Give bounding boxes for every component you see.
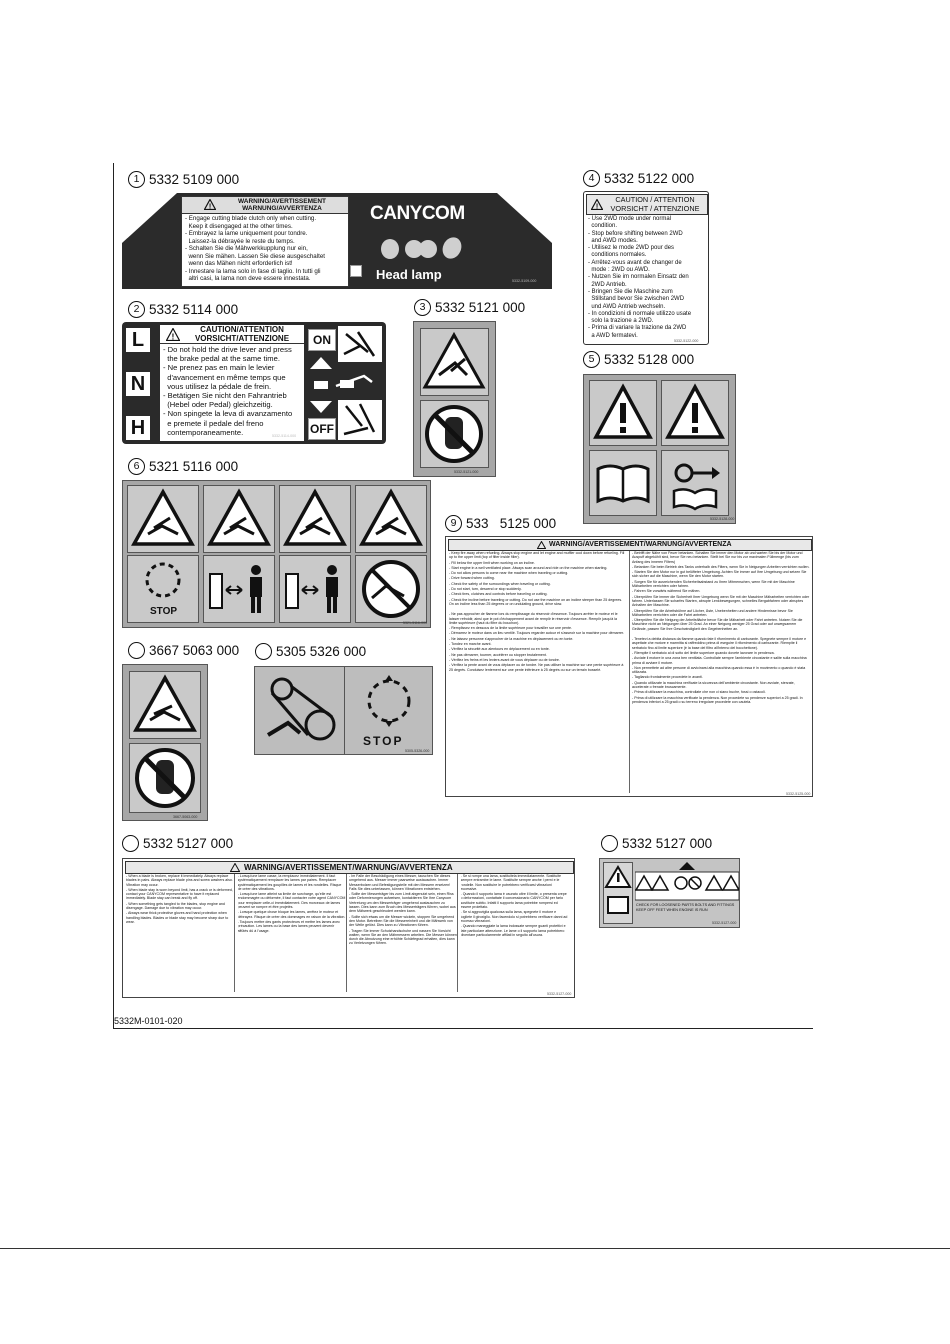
text-line: altri casi, la lama non deve essere innestata.	[185, 275, 311, 282]
text-line: - Prima di variare la trazione da 2WD	[588, 325, 687, 332]
paragraph: - Starten Sie den Motor nur in gut belüfteter Umgebung. Achten Sie immer auf Ihre Umgebung und setzen Sie sich sicher auf die Maschine, wenn Sie den Motor starten.	[632, 570, 807, 579]
decal-9-title: WARNING/AVERTISSEMENT/WARNUNG/AVVERTENZA	[549, 541, 732, 548]
decal-11-text	[636, 903, 739, 913]
paragraph: - Start engine in a well ventilated place. Always scan around and ride on the machine when starting.	[449, 565, 608, 570]
text-line: - Innestare la lama solo in fase di taglio. In tutti gli	[185, 267, 321, 275]
text-line: - In condizioni di normale utilizzo usate	[588, 310, 692, 317]
text-line: Stillstand bevor Sie zwischen 2WD	[588, 296, 685, 303]
text-line: the brake pedal at the same time.	[163, 354, 280, 364]
part-code: 533 5125 000	[466, 516, 557, 531]
decal-8-part-code: 5305-5326-000	[405, 749, 430, 753]
part-label-10	[122, 835, 233, 852]
paragraph: - Vérifiez la pente avant de vous déplacer ou de tondre. Ne pas utiliser la machine sur une pente supérieure à 25 degrés. Conduisez lentement sur une pente inférieure à 25 degrés ou sur un terrain bosselé.	[449, 663, 624, 672]
paragraph: - Démarrez le moteur dans un lieu ventilé. Toujours regarder autour et s'asseoir sur la machine pour démarrer.	[449, 631, 624, 636]
part-code: 5321 5116 000	[149, 459, 239, 474]
paragraph: - Always wear thick protective gloves and hand protection when handling blades. Blades or blade stay may become sharp due to wear.	[126, 911, 229, 924]
decal-11-line-1: CHECK FOR LOOSENED PARTS BOLTS AND FITTINGS	[636, 903, 735, 907]
part-label-8	[255, 643, 366, 660]
text-line: - Betätigen Sie nicht den Fahrantrieb	[163, 391, 287, 401]
part-number-badge: 2	[128, 301, 145, 318]
part-code: 3667 5063 000	[149, 643, 240, 658]
paragraph: - Check the incline before traveling or cutting. Do not use the machine on an incline steeper than 25 degrees. On an incline less than 25 degrees or on undulating ground, drive slow.	[449, 597, 623, 606]
decal-6-action-tile	[127, 555, 199, 623]
part-label-1	[128, 171, 239, 188]
paragraph: - Im Falle der Beschädigung eines Messer, tauschen Sie dieses umgehend aus. Messer immer paarweise austauschen. Immer Messerbolzen und Befestigungsteile mit den Messern ersetzen! Falls Sie dies unterlassen, können Vibrationen entstehen.	[349, 874, 451, 891]
decal-4-part-code: 5332-5122-000	[674, 339, 699, 343]
text-line: - Non spingete la leva di avanzamento	[163, 409, 293, 419]
no-hands-box	[129, 743, 201, 813]
part-code: 5332 5122 000	[604, 171, 695, 186]
decal-2-part-code: 5332-5114-000	[272, 434, 297, 438]
decal-1-title-2: WARNUNG/AVVERTENZA	[242, 205, 322, 212]
text-line: - Use 2WD mode under normal	[588, 216, 672, 222]
part-code: 5332 5109 000	[149, 172, 240, 187]
thrown-object-warning-icon	[280, 486, 350, 552]
decal-2-title-2: VORSICHT/ATTENZIONE	[194, 333, 290, 343]
decal-6-hazard-tile	[203, 485, 275, 553]
paragraph: - Tragen Sie immer Schutzhandschuhe und nassen Sie Vorsicht walten, wenn Sie an den Mähmessern arbeiten. Die Messer können durch die Abnutzung eine erhöhte Schärfegrad erhalten, dies kann zu Verletzungen führen.	[349, 928, 457, 946]
paragraph: - Tagliando frontalmente procedete in avanti.	[632, 675, 703, 680]
part-number-badge	[122, 835, 139, 852]
paragraph: - Quando il supporto lama è usurato oltre il limite, o presenta crepe o deformazioni, contattate il concessionario CANYCOM per farlo sostituire subito. Infatti il supporto lama potrebbe rompersi ed essere proiettato.	[460, 892, 567, 910]
text-line: d'avancement en même temps que	[163, 372, 286, 382]
part-number-badge	[601, 835, 618, 852]
keep-distance-icon	[204, 556, 274, 622]
decal-1-warning-panel	[181, 196, 349, 287]
decal-3	[413, 321, 496, 477]
page-code: 5332M-0101-020	[114, 1016, 183, 1026]
hand-cut-hazard-box	[129, 671, 201, 739]
decal-1	[122, 193, 552, 289]
warning-manual-icon	[604, 863, 632, 923]
on-indicator: ON	[308, 329, 336, 351]
svg-text:!: !	[595, 203, 599, 210]
text-line: a AWD fermatevi.	[588, 332, 638, 339]
part-number-badge	[128, 642, 145, 659]
text-line: Laissez-la débrayée le reste du temps.	[185, 237, 295, 245]
decal-7	[122, 664, 208, 821]
part-code: 5332 5128 000	[604, 352, 695, 367]
paragraph: - Lorsqu'une lame casse, la remplacez immédiatement. Il faut systématiquement remplacer les lames par paires. Remplacer systématiquement les goupilles de lames et les rondelles. Risque de créer des vibrations.	[237, 874, 342, 891]
paragraph: - Betrifft der Nähe von Feuer betanken. Schalten Sie immer den Motor ab und warten Sie bis der Motor und Auspuff abgekühlt sind, bevor Sie neu betanken. Stellt bei Sie nur bis zur maximalen Füllmenge (bis zum Anfang des inneren Filters)	[632, 551, 803, 564]
text-line: condition.	[588, 223, 618, 230]
warning-triangle-icon	[230, 863, 240, 872]
part-code: 5332 5121 000	[435, 300, 526, 315]
decal-10-title: WARNING/AVERTISSEMENT/WARNUNG/AVVERTENZA	[244, 863, 453, 872]
paragraph: - Betanken Sie beim Betrieb des Tanks unterhalb des Filters, wenn Sie in Neigungen Arbeiten verrichten wollen.	[632, 564, 810, 569]
paragraph: - When a blade is broken, replace it immediately. Always replace blades in pairs. Always replace blade pins and screw washers also. Vibration may occur.	[126, 874, 233, 887]
decal-1-warning-header	[182, 197, 348, 214]
part-label-3	[414, 299, 525, 316]
text-line: wenn das Mähen nicht erforderlich ist!	[185, 260, 293, 267]
paragraph: - Überprüfen Sie die Neigung der Arbeitsfläche bevor Sie die Mäharbeit oder Fahrt antreten. Nutzen Sie die Maschine nicht an Neigungen über 25 Grad. An einer Neigung weniger 25 Grad oder auf unwegsamem Gelände, passen Sie Ihre Geschwindigkeit den Gegebenheiten an.	[632, 618, 803, 631]
decal-2	[122, 322, 386, 444]
fruit-leaf-logo-icon	[378, 235, 468, 261]
paragraph: - Do not start, turn, descend or stop suddenly.	[449, 587, 522, 592]
paragraph: - Se si aggroviglia qualcosa sulla lama, spegnete il motore e togliete il giroxiglio. Non facendolo si potrebbero verificare danni ad eccesso vibrazioni.	[460, 910, 568, 923]
part-code: 5332 5127 000	[622, 836, 713, 851]
part-number-badge: 5	[583, 351, 600, 368]
paragraph: - Keep fire away when refueling. Always stop engine and let engine and muffler cool down before refueling. Fill up to the upper limit (top of filter inside filler).	[449, 551, 625, 560]
decal-1-part-code: 5332-5109-000	[512, 279, 537, 283]
text-line: contemporaneamente.	[163, 427, 244, 437]
paragraph: - Tondez en marche avant.	[449, 642, 492, 647]
off-indicator: OFF	[308, 418, 336, 440]
paragraph: - Drive forward when cutting.	[449, 576, 495, 581]
stop-label: STOP	[150, 606, 178, 617]
paragraph: - Sollte sich etwas um die Messer wickeln, stoppen Sie umgehend den Motor. Betreiben Sie die Messereinheit und die Mähwerk von der Welle gelöst. Dies kann zu Vibrationen führen.	[349, 914, 455, 928]
text-line: - Schalten Sie die Mähwerkkupplung nur ein,	[185, 245, 308, 252]
no-hands-icon	[130, 744, 200, 812]
decal-3-part-code: 5332-5121-000	[454, 470, 479, 474]
paragraph: - Se si rompe una lama, sostituitela immediatamente. Sostituite sempre entrambe le lame. Sostituite sempre anche i perni e le rondelle. Non sostituire le potrebbero verificarsi vibrazioni eccessive.	[460, 874, 561, 891]
paragraph: - Ne pas démarrer, tourner, accélérer ou stopper brutalement.	[449, 652, 547, 657]
decal-7-part-code: 3667-5063-000	[173, 815, 198, 819]
decal-6-action-tile	[203, 555, 275, 623]
key-manual-box	[661, 450, 729, 516]
text-line: solo la trazione a 2WD.	[588, 318, 654, 325]
paragraph: - Ne pas approcher de flamme lors du remplissage du réservoir d'essence. Toujours arrêter le moteur et le laisser refroidir, ainsi que le pot d'échappement avant de remplir le réservoir d'essence. Remplir jusqu'à la limite supérieure (haut du filtre du bouchon).	[449, 612, 618, 625]
rotating-blade-icon	[359, 673, 419, 729]
warning-triangle-icon	[166, 328, 180, 341]
decal-4-title-1: CAUTION / ATTENTION	[615, 195, 695, 204]
no-hands-icon	[421, 401, 488, 467]
stop-label: STOP	[363, 734, 404, 748]
crush-warning-icon	[421, 329, 488, 395]
paragraph: - Lorsqu'une lame atteint sa limite de surcharge, qu'elle est endommagée ou déformée, il faut contacter votre agent CANYCOM pour remplacer celle-ci immédiatement. Des morceaux de lames peuvent se rompre et être projetés.	[237, 892, 346, 910]
text-line: - Bringen Sie die Maschine zum	[588, 288, 673, 295]
gear-letter-h: H	[126, 416, 150, 440]
decal-9	[445, 536, 813, 797]
manual-box	[589, 450, 657, 516]
decal-2-warning-header	[160, 325, 304, 344]
warning-triangle-icon	[537, 541, 546, 549]
paragraph: - Sollte der Messerträger bis zum Limit abgenutzt sein, einen Riss oder Deformierungen aufweisen, kontaktieren Sie Ihre Canycom Vertretung um den Messerträger umgehend austauschen zu lassen. Dies kann zum Bruch des Messerträgers führen, wobei aus dem Mähwerk geschleudert werden kann.	[349, 892, 456, 914]
paragraph: - Fahren Sie vorwärts während Sie mähen.	[632, 589, 701, 594]
decal-11-part-code: 5332-5127-000	[712, 921, 737, 925]
text-line: Keep it disengaged at the other times.	[185, 222, 293, 230]
runover-warning-icon	[356, 486, 426, 552]
paragraph: - Tenetevi a debita distanza da fiamme quando fate il rifornimento di carburante. Spegnete sempre il motore e aspettate che motore e marmitta si raffreddino prima di eseguire il rifornimento di carburante. Riempite il serbatoio fino al limite superiore (è la base del filtro all'interno del bocchettone).	[632, 637, 807, 650]
decal-6-hazard-tile	[127, 485, 199, 553]
decal-2-title-1: CAUTION/ATTENTION	[200, 325, 284, 334]
part-code: 5305 5326 000	[276, 644, 367, 659]
part-label-4	[583, 170, 694, 187]
decal-10	[122, 858, 575, 998]
keep-distance-icon	[280, 556, 350, 622]
text-line: conditions normales.	[588, 252, 647, 259]
warning-box-left	[589, 380, 657, 446]
paragraph: - Do not allow persons to come near the machine when traveling or cutting.	[449, 571, 569, 576]
safety-pictogram-strip-icon	[635, 862, 739, 902]
read-manual-icon	[590, 451, 656, 515]
text-line: e premete il pedale del freno	[163, 418, 264, 428]
paragraph: - Non permettete ad altre persone di avvicinarsi alla macchina quando essa è in movimento o quando è stata utilizzata.	[632, 665, 806, 675]
pedal-icon	[334, 370, 374, 392]
warning-box-right	[661, 380, 729, 446]
decal-4-text	[588, 216, 708, 340]
frame-left-rule	[113, 163, 114, 1028]
text-line: and AWD modes.	[588, 237, 638, 244]
text-line: - Engage cutting blade clutch only when cutting.	[185, 215, 317, 222]
decal-5-part-code: 5332-5128-000	[710, 517, 735, 521]
foot-pedal-icon	[338, 400, 382, 440]
part-label-11	[601, 835, 712, 852]
decal-9-right-column	[632, 551, 810, 793]
part-number-badge: 1	[128, 171, 145, 188]
paragraph: - Quando maneggiate la lama indossate sempre guanti protettivi e fate particolare attenzione. Le lame o il supporto lama potrebbero diventare particolarmente affilati in seguito all'usura.	[460, 924, 566, 937]
svg-text:!: !	[171, 332, 175, 341]
decal-2-text	[163, 345, 303, 437]
brand-logo: CANYCOM	[370, 203, 465, 224]
part-number-badge: 3	[414, 299, 431, 316]
up-down-arrow-icon	[308, 355, 334, 415]
crush-hazard-box	[420, 328, 489, 396]
decal-6-hazard-tile	[279, 485, 351, 553]
decal-4	[583, 191, 709, 345]
paragraph: - When blade stay is worn beyond limit, has a crack or is deformed, contact your CANYCOM representative to have it replaced immediately. Blade stay can break and fly off.	[126, 887, 233, 901]
part-label-7	[128, 642, 239, 659]
decal-4-title-2: VORSICHT / ATTENZIONE	[610, 203, 700, 213]
decal-6-part-code: 5321-5116-000	[403, 621, 428, 625]
part-label-5	[583, 351, 694, 368]
paragraph: - Sorgen Sie für ausreichenden Sicherheitsabstand zu Ihren Mitmenschen, wenn Sie mit der Maschine Mäharbeiten verrichten oder fahren.	[632, 579, 795, 589]
crush-hand-warning-icon	[204, 486, 274, 552]
belt-entanglement-icon	[260, 671, 344, 751]
part-number-badge: 6	[128, 458, 145, 475]
recycle-icon	[350, 265, 362, 277]
paragraph	[449, 607, 626, 611]
decal-4-header	[586, 194, 708, 215]
part-label-9	[445, 515, 556, 532]
paragraph: - Vérifiez la sécurité aux alentours en déplacement ou en tonte.	[449, 647, 550, 652]
general-warning-icon	[590, 381, 656, 445]
part-number-badge: 9	[445, 515, 462, 532]
decal-2-warning-panel	[160, 325, 304, 441]
decal-10-column	[461, 874, 569, 992]
decal-1-title-1: WARNING/AVERTISSEMENT	[238, 198, 326, 205]
decal-9-part-code: 5332-5125-000	[786, 792, 811, 796]
gear-letter-l: L	[126, 328, 150, 352]
cut-hand-warning-icon	[128, 486, 198, 552]
paragraph: - Toujours mettre des gants protecteurs et mettre les lames avec précaution. Les lames ou la base des lames peuvent devenir affûtés dû à l'usage.	[237, 919, 340, 933]
hand-lever-icon	[338, 326, 382, 362]
paragraph: - Check the safety of the surroundings when traveling or cutting.	[449, 581, 551, 586]
text-line: vous utilisez la pédale de frein.	[163, 381, 272, 391]
decal-6-hazard-tile	[355, 485, 427, 553]
decal-8	[254, 666, 433, 755]
paragraph: - Ne laissez personne s'approcher de la machine en déplacement ou en tonte.	[449, 636, 574, 641]
text-line: mode : 2WD ou AWD.	[588, 267, 650, 274]
text-line: und AWD Antrieb wechseln.	[588, 303, 666, 310]
paragraph: - Quando utilizzate la macchina verificate la sicurezza dell'ambiente circostante. Non avviate, sterzate, accelerate o frenate bruscamente.	[632, 680, 795, 690]
paragraph: - Prima di utilizzare la macchina verificate la pendenza. Non procedete su pendenze superiori a 25 gradi. In pendenza inferiori a 25 gradi o su terreno irregolare procedete con cautela.	[632, 695, 803, 704]
text-line: - Nutzen Sie im normalen Einsatz den	[588, 274, 689, 281]
gear-letter-n: N	[126, 372, 150, 396]
part-label-2	[128, 301, 238, 318]
no-riders-icon	[356, 556, 426, 622]
remove-key-icon	[662, 451, 728, 515]
paragraph: - Avviate il motore in una zona ben ventilata. Controllate sempre l'ambiente circostante e salite sulla macchina prima di avviare il motore.	[632, 656, 807, 665]
decal-10-part-code: 5332-5127-000	[547, 992, 572, 996]
part-code: 5332 5127 000	[143, 836, 234, 851]
part-number-badge: 4	[583, 170, 600, 187]
part-label-6	[128, 458, 238, 475]
decal-10-header	[125, 861, 574, 874]
text-line: - Embrayez la lame uniquement pour tondre.	[185, 230, 308, 237]
paragraph: - When something gets tangled to the blades, stop engine and disengage. Damage due to vibration may occur.	[126, 901, 225, 911]
decal-6-action-tile	[355, 555, 427, 623]
headlamp-label: Head lamp	[376, 267, 442, 282]
paragraph	[632, 632, 810, 636]
decal-6-action-tile	[279, 555, 351, 623]
paragraph: - Remplissez en dessous de la limite supérieure pour travailler sur une pente.	[449, 626, 573, 631]
paragraph: - Riempite il serbatoio al di sotto del limite superiore quando dovete lavorare in pendenza.	[632, 650, 775, 655]
svg-text:!: !	[208, 203, 212, 210]
decal-9-left-column	[449, 551, 626, 793]
general-warning-icon	[662, 381, 728, 445]
paragraph: - Check tires, clutches and controls before traveling or cutting.	[449, 592, 548, 597]
part-number-badge	[255, 643, 272, 660]
text-line: - Utilisez le mode 2WD pour des	[588, 245, 675, 252]
decal-9-header	[448, 539, 812, 551]
hand-cut-warning-icon	[130, 672, 200, 738]
decal-10-column	[349, 874, 458, 992]
decal-5	[583, 374, 736, 524]
text-line: (Hebel oder Pedal) gleichzeitig.	[163, 400, 273, 410]
paragraph: - Überprüfen Sie immer die Sicherheit Ihrer Umgebung wenn Sie mit der Maschine Mäharbeiten verrichten oder fahren. Unterlassen Sie scharfes Starten, abrupte Lenkbewegungen, schnelles Bergabfahren oder abruptes Anhalten der Maschine.	[632, 594, 810, 608]
decal-10-column	[238, 874, 347, 992]
part-code: 5332 5114 000	[149, 302, 239, 317]
no-hands-box	[420, 400, 489, 468]
decal-10-column	[126, 874, 235, 992]
decal-11	[599, 858, 740, 928]
paragraph: - Fill below the upper limit when working on an incline.	[449, 560, 535, 565]
footer-rule	[0, 1248, 950, 1249]
decal-1-text	[185, 215, 345, 283]
paragraph: - Lorsque quelque chose bloque les lames, arrêtez le moteur et débrayez. Risque de créer des dommages en raison de la vibration.	[237, 910, 346, 919]
text-line: wenn Sie mähen. Lassen Sie diese ausgeschaltet	[185, 252, 325, 260]
paragraph: - Überprüfen Sie die Arbeitsbühne auf Löcher, Äste, Unebenheiten und andere Hindernisse bevor Sie Mäharbeiten verrichten oder die Fahrt antreten.	[632, 608, 793, 617]
warning-triangle-icon	[204, 199, 216, 210]
decal-11-line-2: KEEP OFF FEET WHEN ENGINE IS RUN	[636, 908, 708, 912]
decal-6	[122, 480, 431, 628]
text-line: - Stop before shifting between 2WD	[588, 230, 683, 237]
paragraph: - Prima di utilizzare la macchina, controllate che non ci siano buche, fossi o ostacoli.	[632, 690, 766, 695]
text-line: - Arrêtez-vous avant de changer de	[588, 259, 682, 266]
warning-triangle-icon	[591, 199, 603, 210]
paragraph: - Vérifiez les freins et les leviers avant de vous déplacer ou de tondre.	[449, 657, 560, 662]
decal-11-left-box	[603, 862, 633, 924]
text-line: 2WD Antrieb.	[588, 281, 627, 288]
frame-bottom-rule	[113, 1028, 813, 1029]
text-line: - Ne prenez pas en main le levier	[163, 363, 275, 373]
rotating-blade-icon	[128, 556, 198, 608]
text-line: - Do not hold the drive lever and press	[163, 345, 292, 354]
